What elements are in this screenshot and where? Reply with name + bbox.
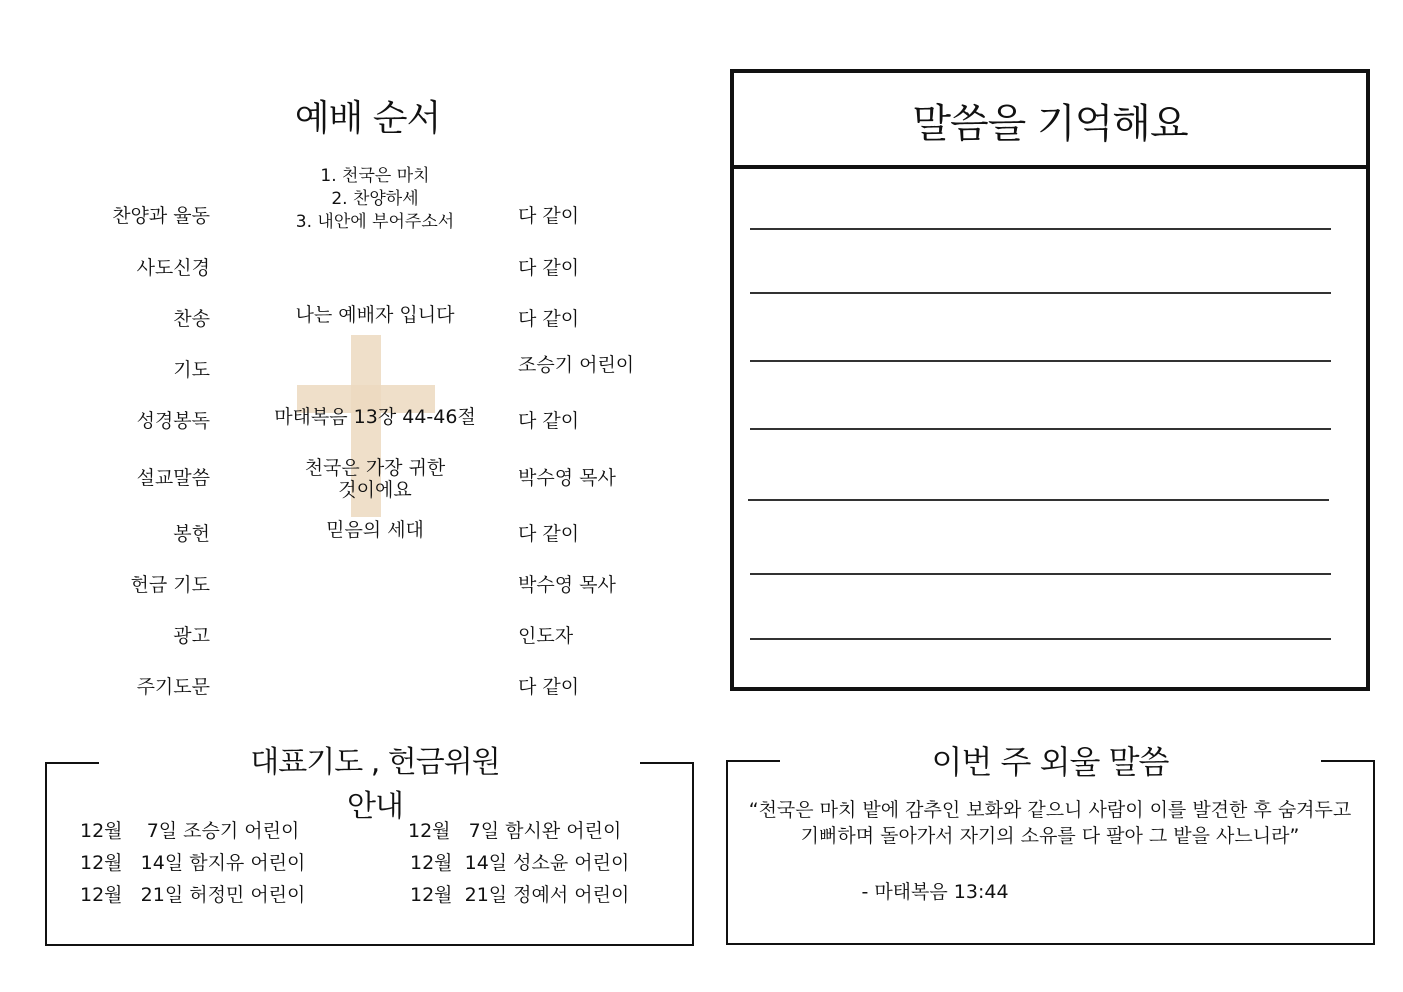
order-label: 찬송 bbox=[173, 308, 210, 330]
order-label: 헌금 기도 bbox=[130, 574, 210, 596]
order-leader: 다 같이 bbox=[518, 410, 580, 432]
writing-line bbox=[750, 573, 1331, 575]
order-leader: 다 같이 bbox=[518, 257, 580, 279]
order-content: 나는 예배자 입니다 bbox=[295, 304, 455, 326]
order-leader: 박수영 목사 bbox=[518, 574, 616, 596]
prayer-entry: 12월 14일 함지유 어린이 bbox=[80, 852, 306, 874]
memory-box bbox=[730, 69, 1370, 691]
order-label: 찬양과 율동 bbox=[112, 205, 210, 227]
prayer-title: 대표기도 , 헌금위원 안내 bbox=[250, 745, 500, 824]
order-label: 사도신경 bbox=[136, 257, 210, 279]
order-content bbox=[255, 457, 495, 501]
order-content: 믿음의 세대 bbox=[326, 519, 424, 541]
offering-entry: 12월 21일 정예서 어린이 bbox=[410, 884, 630, 906]
offering-entry: 12월 14일 성소윤 어린이 bbox=[410, 852, 630, 874]
order-label: 광고 bbox=[173, 625, 210, 647]
sermon-title-line: 천국은 가장 귀한 bbox=[304, 457, 446, 479]
writing-line bbox=[750, 428, 1331, 430]
verse-box-top-left bbox=[726, 760, 780, 762]
offering-entry: 12월 7일 함시완 어린이 bbox=[408, 820, 622, 842]
order-label: 기도 bbox=[173, 359, 210, 381]
memory-verse-text: “천국은 마치 밭에 감추인 보화와 같으니 사람이 이를 발견한 후 숨겨두고 기뻐하며 돌아가서 자기의 소유를 다 팔아 그 밭을 사느니라” bbox=[748, 799, 1352, 847]
writing-line bbox=[750, 228, 1331, 230]
order-label: 주기도문 bbox=[136, 676, 210, 698]
order-label: 설교말씀 bbox=[136, 467, 210, 489]
writing-line bbox=[750, 360, 1331, 362]
writing-line bbox=[748, 499, 1329, 501]
order-label: 봉헌 bbox=[173, 523, 210, 545]
order-leader: 다 같이 bbox=[518, 523, 580, 545]
prayer-entry: 12월 7일 조승기 어린이 bbox=[80, 820, 300, 842]
prayer-entry: 12월 21일 허정민 어린이 bbox=[80, 884, 306, 906]
prayer-box-top-left bbox=[45, 762, 99, 764]
hymn-list bbox=[255, 165, 495, 234]
sermon-title-line: 것이에요 bbox=[338, 479, 412, 501]
order-content: 마태복음 13장 44-46절 bbox=[274, 406, 476, 428]
verse-title: 이번 주 외울 말씀 bbox=[931, 743, 1169, 781]
verse-box bbox=[726, 760, 1375, 945]
order-leader: 다 같이 bbox=[518, 676, 580, 698]
verse-box-top-right bbox=[1321, 760, 1373, 762]
order-leader: 다 같이 bbox=[518, 308, 580, 330]
order-leader: 조승기 어린이 bbox=[518, 354, 635, 376]
order-leader: 인도자 bbox=[518, 625, 574, 647]
order-leader: 다 같이 bbox=[518, 205, 580, 227]
order-label: 성경봉독 bbox=[136, 410, 210, 432]
memory-divider bbox=[730, 165, 1370, 169]
prayer-box-top-right bbox=[640, 762, 692, 764]
writing-line bbox=[750, 638, 1331, 640]
order-title: 예배 순서 bbox=[294, 98, 441, 139]
order-leader: 박수영 목사 bbox=[518, 467, 616, 489]
memory-title: 말씀을 기억해요 bbox=[912, 101, 1188, 147]
hymn-item: 1. 천국은 마치 bbox=[320, 166, 430, 186]
memory-verse-reference: - 마태복음 13:44 bbox=[861, 881, 1009, 903]
hymn-item: 2. 찬양하세 bbox=[331, 189, 419, 209]
hymn-item: 3. 내안에 부어주소서 bbox=[295, 212, 455, 232]
writing-line bbox=[750, 292, 1331, 294]
